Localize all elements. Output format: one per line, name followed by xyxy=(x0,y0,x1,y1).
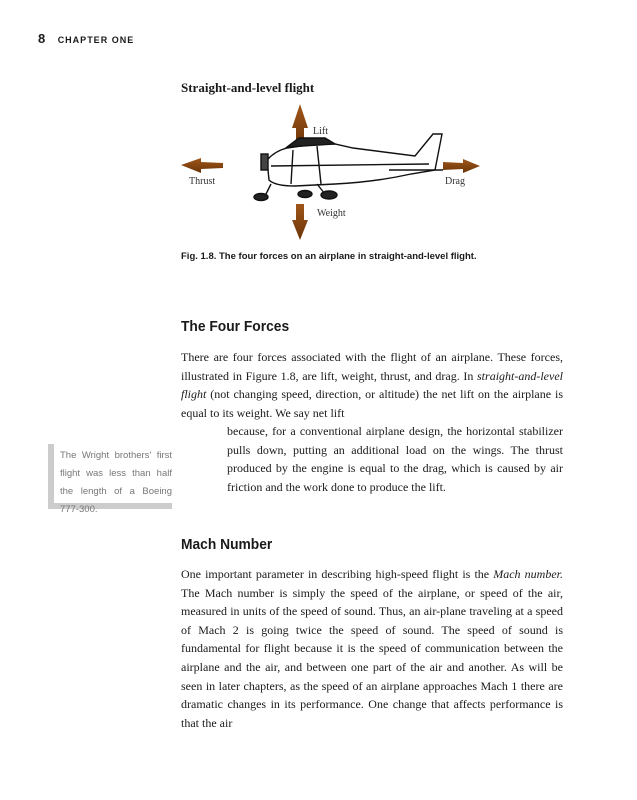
weight-label: Weight xyxy=(317,208,346,219)
paragraph-four-forces-cont: because, for a conventional airplane design, the horizontal stabilizer pulls down, putting an additional load on the wings. The thrust produced by the engine is equal to the drag, which is caused by air friction and the work done to produce the lift. xyxy=(227,424,563,494)
section-title-mach: Mach Number xyxy=(181,536,273,553)
airplane-drawing xyxy=(254,134,443,201)
page-header xyxy=(38,30,134,48)
chapter-title: CHAPTER ONE xyxy=(57,35,135,45)
drag-label: Drag xyxy=(445,176,465,187)
drag-arrow xyxy=(443,159,480,173)
figure-heading: Straight-and-level flight xyxy=(181,80,315,95)
weight-arrow xyxy=(292,204,308,240)
thrust-label: Thrust xyxy=(189,176,216,187)
airplane-forces-figure xyxy=(175,100,485,240)
paragraph-mach: One important parameter in describing high-speed flight is the Mach number. The Mach number is simply the speed of the airplane, or speed of the air, measured in units of the speed of sound. Thus, an air-plane traveling at a speed of Mach 2 is going twice the speed of sound. The speed of sound is fundamental for flight because it is the speed of communication between the airplane and the air, and between one part of the air and another. As will be seen in later chapters, as the speed of an airplane approaches Mach 1 there are dramatic changes in its performance. One change that affects performance is that the air xyxy=(181,567,563,730)
lift-label: Lift xyxy=(313,126,328,137)
thrust-arrow xyxy=(181,158,223,173)
page-number: 8 xyxy=(38,31,46,46)
section-title-four-forces: The Four Forces xyxy=(181,318,290,335)
sidenote: The Wright brothers' first flight was less than half the length of a Boeing 777-300. xyxy=(48,444,172,509)
paragraph-four-forces: There are four forces associated with the flight of an airplane. These forces, illustrated in Figure 1.8, are lift, weight, thrust, and drag. In straight-and-level flight (not changing speed, direction, or altitude) the net lift on the airplane is equal to its weight. We say net lift xyxy=(181,350,563,420)
figure-caption: Fig. 1.8. The four forces on an airplane in straight-and-level flight. xyxy=(181,251,477,262)
